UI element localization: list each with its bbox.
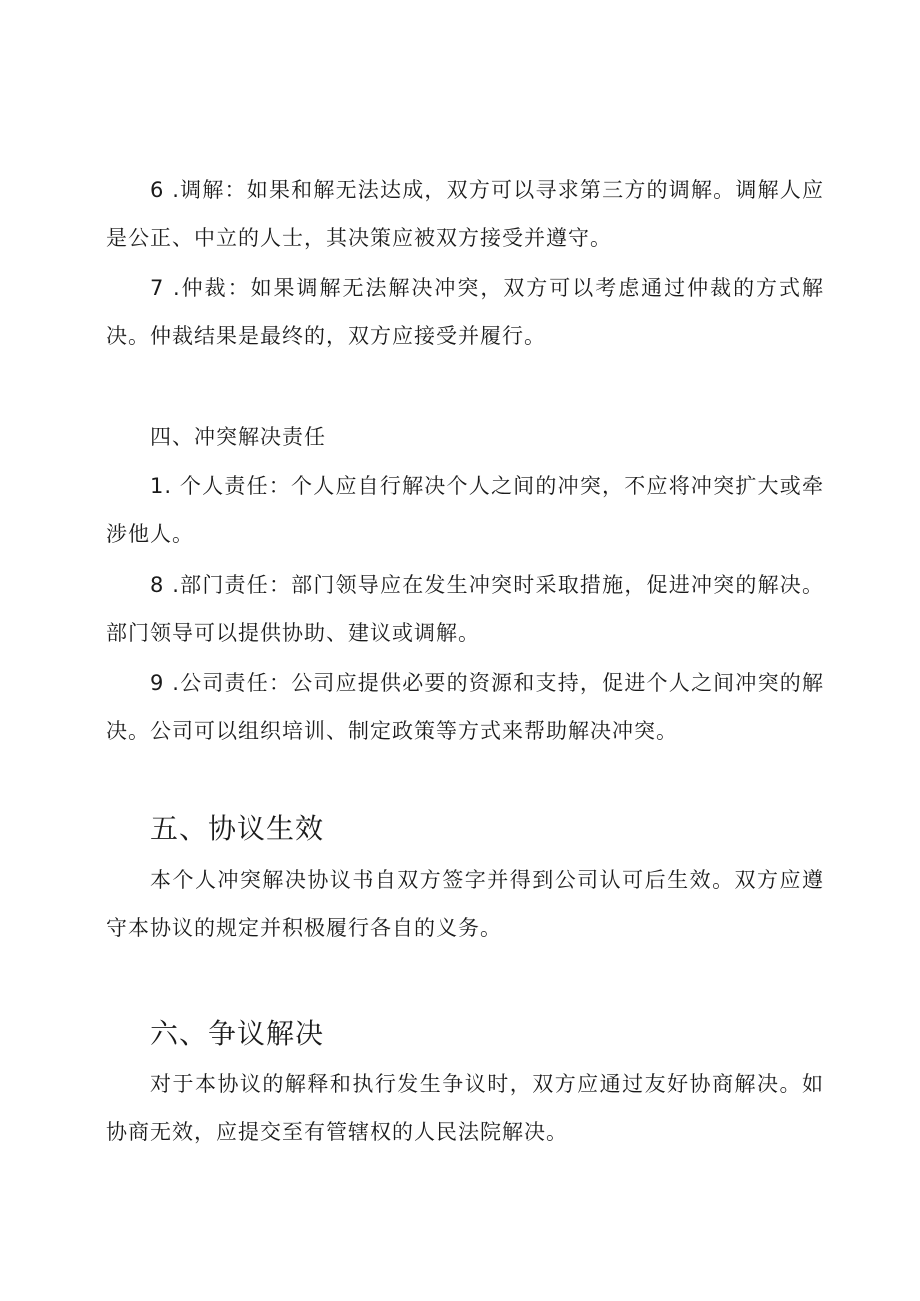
clause-department-responsibility: 8 .部门责任：部门领导应在发生冲突时采取措施，促进冲突的解决。部门领导可以提供协助、建议或调解。 <box>106 573 824 645</box>
clause-arbitration: 7 .仲裁：如果调解无法解决冲突，双方可以考虑通过仲裁的方式解决。仲裁结果是最终的，双方应接受并履行。 <box>106 276 824 348</box>
clause-individual-responsibility: 1. 个人责任：个人应自行解决个人之间的冲突，不应将冲突扩大或牵涉他人。 <box>106 474 824 546</box>
clause-mediation: 6 .调解：如果和解无法达成，双方可以寻求第三方的调解。调解人应是公正、中立的人士，其决策应被双方接受并遵守。 <box>106 178 824 250</box>
section4-title: 四、冲突解决责任 <box>150 425 326 449</box>
section5-title: 五、协议生效 <box>150 812 325 845</box>
section6-body: 对于本协议的解释和执行发生争议时，双方应通过友好协商解决。如协商无效，应提交至有管辖权的人民法院解决。 <box>106 1072 824 1144</box>
section6-title: 六、争议解决 <box>150 1017 325 1050</box>
section5-body: 本个人冲突解决协议书自双方签字并得到公司认可后生效。双方应遵守本协议的规定并积极履行各自的义务。 <box>106 868 824 940</box>
clause-company-responsibility: 9 .公司责任：公司应提供必要的资源和支持，促进个人之间冲突的解决。公司可以组织培训、制定政策等方式来帮助解决冲突。 <box>106 671 824 743</box>
